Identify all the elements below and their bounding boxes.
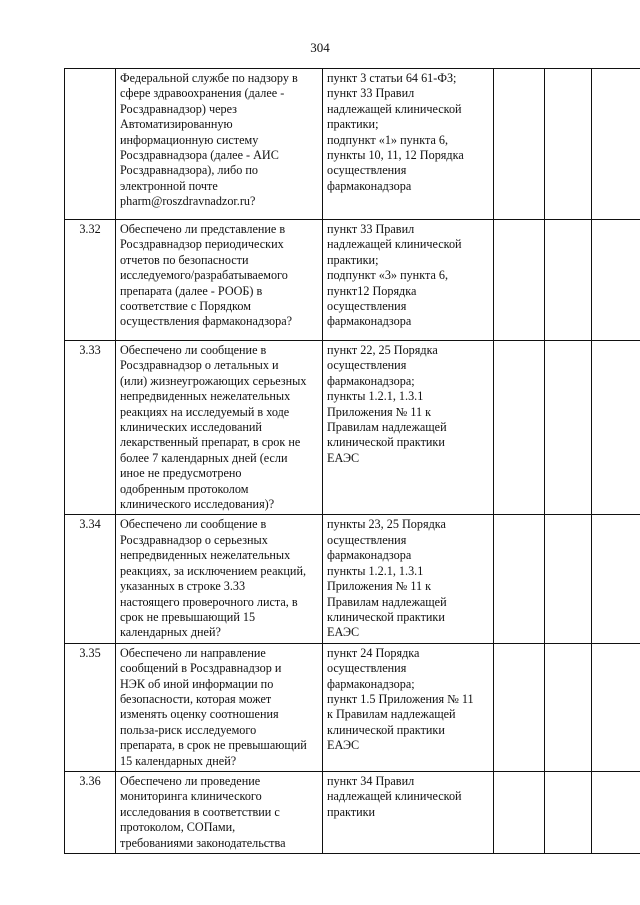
answer-no-cell — [545, 341, 592, 515]
row-number: 3.35 — [65, 643, 116, 771]
table-row — [65, 515, 640, 643]
row-number: 3.32 — [65, 220, 116, 341]
question-cell: Обеспечено ли направление сообщений в Росздравнадзор и НЭК об иной информации по безопасности, которая может изменять оценку соотношения польза-риск исследуемого препарата, в срок не превышающий 15 календарных дней? — [116, 643, 323, 771]
question-cell: Обеспечено ли представление в Росздравнадзор периодических отчетов по безопасности исследуемого/разрабатываемого препарата (далее - РООБ) в соответствие с Порядком осуществления фармаконадзора? — [116, 220, 323, 341]
answer-yes-cell — [494, 220, 545, 341]
row-number: 3.34 — [65, 515, 116, 643]
table-row — [65, 220, 640, 341]
answer-na-cell — [592, 515, 640, 643]
answer-yes-cell — [494, 771, 545, 853]
answer-no-cell — [545, 515, 592, 643]
answer-na-cell — [592, 771, 640, 853]
page-number: 304 — [310, 40, 330, 55]
row-number: 3.36 — [65, 771, 116, 853]
reference-cell: пункт 34 Правил надлежащей клинической практики — [323, 771, 494, 853]
reference-cell: пункт 3 статьи 64 61-ФЗ; пункт 33 Правил надлежащей клинической практики; подпункт «1» пункта 6, пункты 10, 11, 12 Порядка осуществления фармаконадзора — [323, 69, 494, 220]
answer-na-cell — [592, 341, 640, 515]
answer-no-cell — [545, 220, 592, 341]
reference-cell: пункты 23, 25 Порядка осуществления фармаконадзора пункты 1.2.1, 1.3.1 Приложения № 11 к Правилам надлежащей клинической практики ЕАЭС — [323, 515, 494, 643]
checklist-table — [64, 68, 640, 854]
answer-no-cell — [545, 771, 592, 853]
table-row — [65, 771, 640, 853]
reference-cell: пункт 24 Порядка осуществления фармаконадзора; пункт 1.5 Приложения № 11 к Правилам надлежащей клинической практики ЕАЭС — [323, 643, 494, 771]
answer-yes-cell — [494, 643, 545, 771]
table-row — [65, 69, 640, 220]
answer-na-cell — [592, 69, 640, 220]
question-cell: Обеспечено ли сообщение в Росздравнадзор о серьезных непредвиденных нежелательных реакциях, за исключением реакций, указанных в строке 3.33 настоящего проверочного листа, в срок не превышающий 15 календарных дней? — [116, 515, 323, 643]
question-cell: Федеральной службе по надзору в сфере здравоохранения (далее - Росздравнадзор) через Автоматизированную информационную систему Росздравнадзора (далее - АИС Росздравнадзора), либо по электронной почте pharm@roszdravnadzor.ru? — [116, 69, 323, 220]
question-cell: Обеспечено ли сообщение в Росздравнадзор о летальных и (или) жизнеугрожающих серьезных непредвиденных нежелательных реакциях на исследуемый в ходе клинических исследований лекарственный препарат, в срок не более 7 календарных дней (если иное не предусмотрено одобренным протоколом клинического исследования)? — [116, 341, 323, 515]
reference-cell: пункт 33 Правил надлежащей клинической практики; подпункт «3» пункта 6, пункт12 Порядка осуществления фармаконадзора — [323, 220, 494, 341]
answer-yes-cell — [494, 341, 545, 515]
answer-yes-cell — [494, 69, 545, 220]
question-cell: Обеспечено ли проведение мониторинга клинического исследования в соответствии с протоколом, СОПами, требованиями законодательства — [116, 771, 323, 853]
answer-no-cell — [545, 643, 592, 771]
answer-na-cell — [592, 220, 640, 341]
reference-cell: пункт 22, 25 Порядка осуществления фармаконадзора; пункты 1.2.1, 1.3.1 Приложения № 11 к Правилам надлежащей клинической практики ЕАЭС — [323, 341, 494, 515]
table-row — [65, 643, 640, 771]
row-number — [65, 69, 116, 220]
answer-na-cell — [592, 643, 640, 771]
answer-no-cell — [545, 69, 592, 220]
row-number: 3.33 — [65, 341, 116, 515]
table-row — [65, 341, 640, 515]
answer-yes-cell — [494, 515, 545, 643]
